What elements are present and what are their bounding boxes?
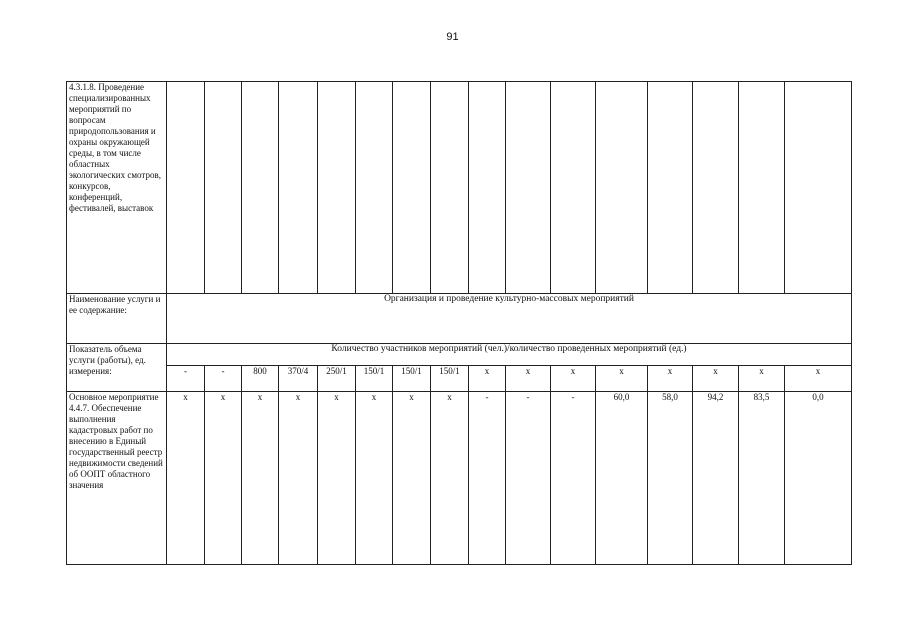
empty-cell <box>693 82 739 294</box>
measure-cell: x <box>393 391 431 564</box>
table-row-measure-4318 <box>67 82 852 294</box>
volume-cell: 250/1 <box>318 365 356 391</box>
table-row-volume-values <box>67 365 852 391</box>
service-name-value: Организация и проведение культурно-массовых мероприятий <box>167 294 852 343</box>
empty-cell <box>393 82 431 294</box>
table-row-main-measure-447 <box>67 391 852 564</box>
service-name-label: Наименование услуги и ее содержание: <box>67 294 167 343</box>
measure-cell: - <box>506 391 551 564</box>
volume-cell: x <box>693 365 739 391</box>
empty-cell <box>739 82 785 294</box>
empty-cell <box>356 82 393 294</box>
empty-cell <box>785 82 852 294</box>
empty-cell <box>551 82 596 294</box>
measure-cell: x <box>279 391 318 564</box>
measure-cell: - <box>551 391 596 564</box>
measure-cell: x <box>242 391 279 564</box>
empty-cell <box>648 82 693 294</box>
volume-cell: x <box>469 365 506 391</box>
measure-cell: 58,0 <box>648 391 693 564</box>
empty-cell <box>469 82 506 294</box>
empty-cell <box>318 82 356 294</box>
volume-cell: 370/4 <box>279 365 318 391</box>
volume-cell: x <box>551 365 596 391</box>
volume-indicator-label: Показатель объема услуги (работы), ед. измерения: <box>67 343 167 391</box>
volume-cell: x <box>785 365 852 391</box>
measure-cell: - <box>469 391 506 564</box>
table-row-volume-indicator <box>67 343 852 365</box>
volume-cell: 150/1 <box>431 365 469 391</box>
empty-cell <box>167 82 205 294</box>
volume-cell: - <box>167 365 205 391</box>
volume-cell: - <box>205 365 242 391</box>
volume-cell: x <box>739 365 785 391</box>
measure-cell: 0,0 <box>785 391 852 564</box>
measure-cell: x <box>318 391 356 564</box>
measure-cell: x <box>431 391 469 564</box>
volume-cell: 800 <box>242 365 279 391</box>
measure-cell: x <box>167 391 205 564</box>
volume-cell: x <box>506 365 551 391</box>
empty-cell <box>205 82 242 294</box>
measure-4318-label: 4.3.1.8. Проведение специализированных мероприятий по вопросам природопользования и охраны окружающей среды, в том числе областных экологических смотров, конкурсов, конференций, фестивалей, выставок <box>67 82 167 294</box>
empty-cell <box>242 82 279 294</box>
volume-cell: x <box>648 365 693 391</box>
volume-cell: x <box>596 365 648 391</box>
main-measure-447-label: Основное мероприятие 4.4.7. Обеспечение выполнения кадастровых работ по внесению в Единый государственный реестр недвижимости сведений об ООПТ областного значения <box>67 391 167 564</box>
measure-cell: 94,2 <box>693 391 739 564</box>
empty-cell <box>596 82 648 294</box>
volume-cell: 150/1 <box>356 365 393 391</box>
empty-cell <box>431 82 469 294</box>
page-number: 91 <box>446 31 459 43</box>
measure-cell: 60,0 <box>596 391 648 564</box>
measure-cell: x <box>205 391 242 564</box>
empty-cell <box>506 82 551 294</box>
budget-table <box>66 81 852 565</box>
measure-cell: x <box>356 391 393 564</box>
volume-cell: 150/1 <box>393 365 431 391</box>
measure-cell: 83,5 <box>739 391 785 564</box>
table-row-service-name <box>67 294 852 343</box>
volume-indicator-value: Количество участников мероприятий (чел.)/количество проведенных мероприятий (ед.) <box>167 343 852 365</box>
empty-cell <box>279 82 318 294</box>
